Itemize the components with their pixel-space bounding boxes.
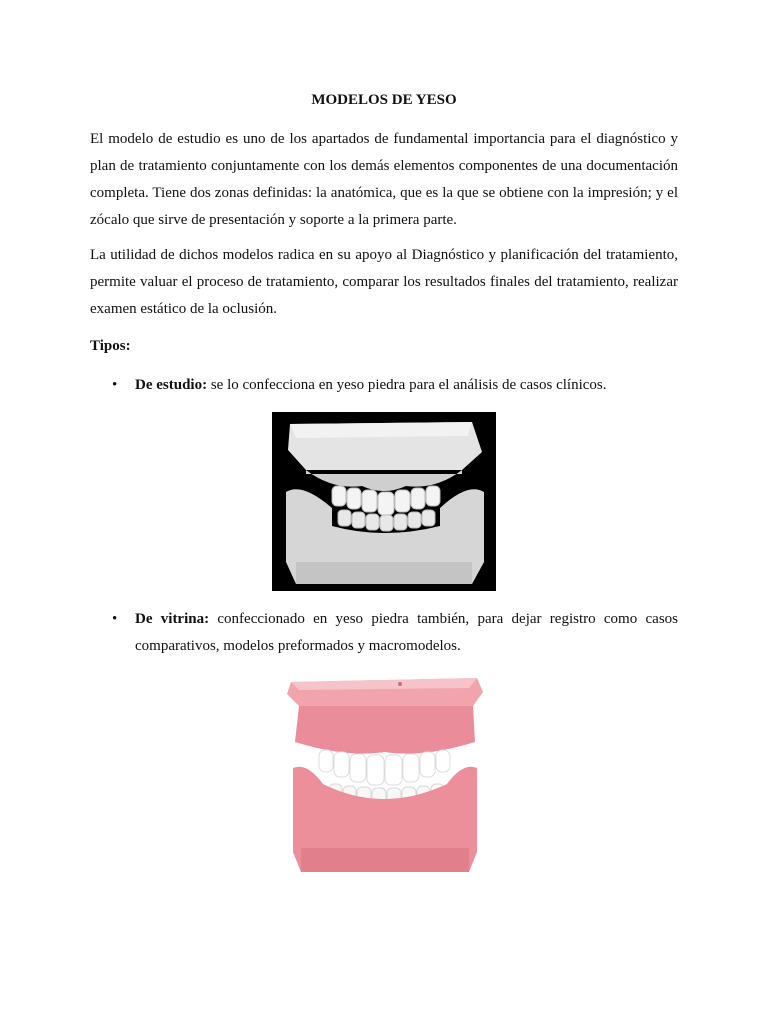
bullet-icon: • [112,611,118,627]
study-model-image [272,412,496,591]
white-plaster-dental-model-icon [272,412,496,591]
utility-paragraph: La utilidad de dichos modelos radica en su apoyo al Diagnóstico y planificación del tratamiento, permite valuar el proceso de tratamiento, comparar los resultados finales del tratamiento, realizar examen estático de la oclusión. [90,247,678,317]
list-item-vitrina [112,606,678,660]
type-description: se lo confecciona en yeso piedra para el análisis de casos clínicos. [207,377,607,393]
type-description: confeccionado en yeso piedra también, para dejar registro como casos comparativos, modelos preformados y macromodelos. [135,611,678,654]
display-model-image [283,672,487,880]
pink-gum-dental-model-icon [283,672,487,880]
list-item-estudio [112,372,678,399]
type-name: De estudio: [135,377,208,393]
types-heading: Tipos: [90,338,131,354]
type-name: De vitrina: [135,611,210,627]
list-item-text [135,606,678,660]
intro-paragraph: El modelo de estudio es uno de los apartados de fundamental importancia para el diagnóstico y plan de tratamiento conjuntamente con los demás elementos componentes de una documentación completa. Tiene dos zonas definidas: la anatómica, que es la que se obtiene con la impresión; y el zócalo que sirve de presentación y soporte a la primera parte. [90,131,678,228]
document-title: MODELOS DE YESO [311,92,457,108]
bullet-icon: • [112,377,118,393]
list-item-text [135,372,678,399]
